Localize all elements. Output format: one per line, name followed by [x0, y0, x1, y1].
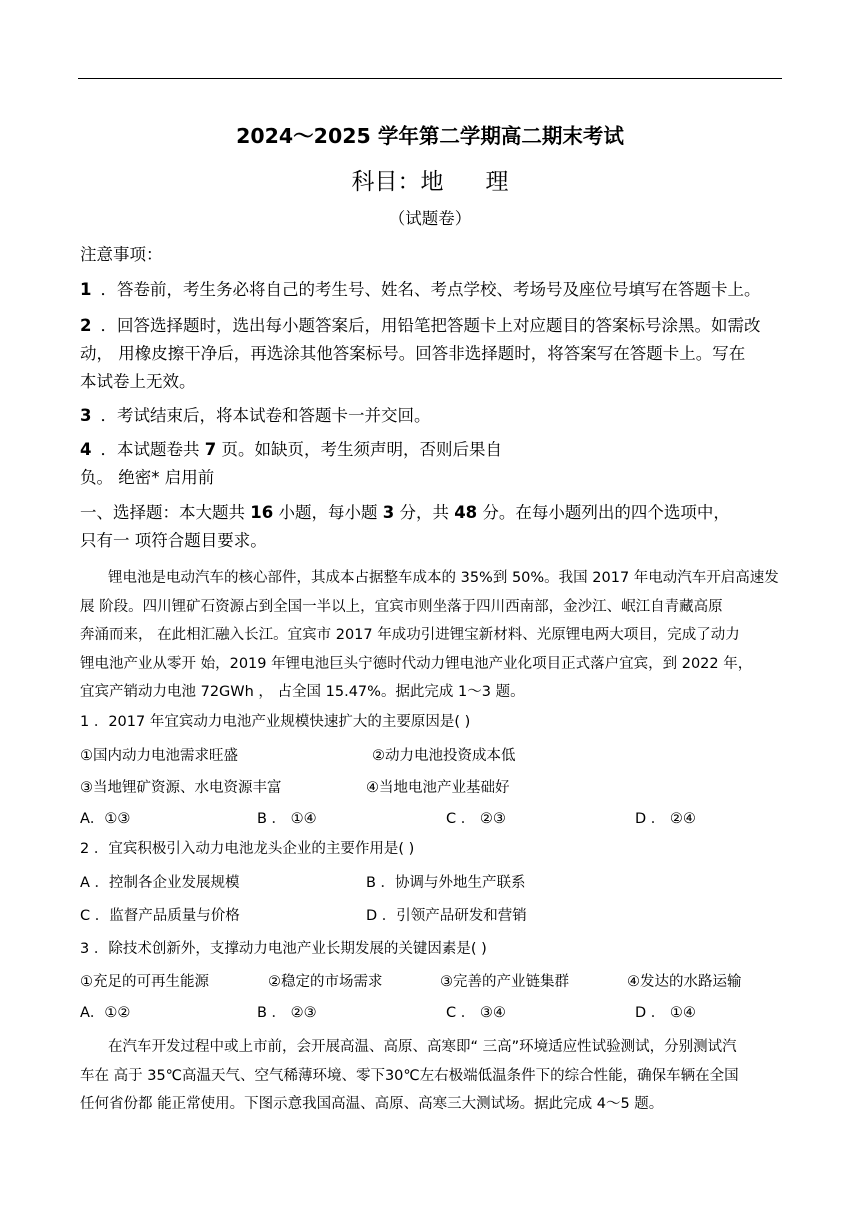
option-d[interactable]: D ． ①④	[635, 1005, 696, 1021]
option-b[interactable]: B ． ②③	[257, 1005, 317, 1021]
statement-2: ②稳定的市场需求	[268, 974, 383, 990]
notice-heading: 注意事项：	[80, 245, 163, 264]
notice-item-1	[80, 276, 760, 300]
exam-title: 2024～2025 学年第二学期高二期末考试	[236, 124, 624, 148]
notice-number: 4	[80, 440, 92, 459]
notice-text: 页。如缺页，考生须声明，否则后果自	[221, 440, 502, 459]
question-1-stem: 1 ．2017 年宜宾动力电池产业规模快速扩大的主要原因是( )	[80, 714, 471, 730]
statement-3: ③完善的产业链集群	[440, 974, 569, 990]
subject-tail: 理	[485, 169, 509, 195]
notice-text: ．回答选择题时，选出每小题答案后，用铅笔把答题卡上对应题目的答案标号涂黑。如需改	[100, 316, 761, 335]
option-d[interactable]: D ． ②④	[635, 811, 696, 827]
passage-line: 宜宾产销动力电池 72GWh ， 占全国 15.47%。据此完成 1～3 题。	[80, 684, 525, 700]
option-a[interactable]: A．①③	[80, 811, 131, 827]
question-score: 3	[382, 503, 395, 522]
notice-line: 负。 绝密* 启用前	[80, 468, 215, 487]
statement-1: ①国内动力电池需求旺盛	[80, 748, 238, 764]
question-3-stem: 3 ．除技术创新外，支撑动力电池产业长期发展的关键因素是( )	[80, 941, 487, 957]
notice-number: 2	[80, 316, 92, 335]
notice-item-3	[80, 402, 430, 426]
statement-4: ④发达的水路运输	[627, 974, 742, 990]
passage-line: 锂电池产业从零开 始，2019 年锂电池巨头宁德时代动力锂电池产业化项目正式落户宜宾，到 2022 年，	[80, 655, 753, 672]
statement-2: ②动力电池投资成本低	[372, 748, 516, 764]
option-c[interactable]: C ． ②③	[446, 811, 506, 827]
subject-label: 科目：地	[351, 169, 444, 195]
paper-type: （试题卷）	[388, 209, 472, 228]
question-2-stem: 2 ．宜宾积极引入动力电池龙头企业的主要作用是( )	[80, 841, 415, 857]
statement-3: ③当地锂矿资源、水电资源丰富	[80, 780, 282, 796]
notice-line	[80, 312, 784, 340]
passage-line: 车在 高于 35℃高温天气、空气稀薄环境、零下30℃左右极端低温条件下的综合性能，确保车辆在全国	[80, 1067, 739, 1084]
total-score: 48	[454, 503, 478, 522]
option-b[interactable]: B ． ①④	[257, 811, 317, 827]
question-count: 16	[250, 503, 274, 522]
notice-line: 动， 用橡皮擦干净后，再选涂其他答案标号。回答非选择题时，将答案写在答题卡上。写在	[80, 344, 746, 363]
notice-text: ．考试结束后，将本试卷和答题卡一并交回。	[100, 406, 431, 425]
option-b[interactable]: B ．协调与外地生产联系	[366, 875, 526, 891]
notice-line	[80, 436, 784, 464]
section-line: 一、选择题：本大题共 16 小题，每小题 3 分，共 48 分。在每小题列出的四个选项中，	[80, 503, 730, 522]
option-a[interactable]: A ．控制各企业发展规模	[80, 875, 240, 891]
notice-number: 3	[80, 406, 92, 425]
passage-line: 任何省份都 能正常使用。下图示意我国高温、高原、高寒三大测试场。据此完成 4～5 题。	[80, 1096, 664, 1112]
statement-4: ④当地电池产业基础好	[366, 780, 510, 796]
section-line: 只有一 项符合题目要求。	[80, 531, 267, 550]
passage-1	[80, 564, 780, 707]
option-c[interactable]: C ． ③④	[446, 1005, 506, 1021]
page-count: 7	[204, 440, 217, 459]
passage-line: 奔涌而来， 在此相汇融入长江。宜宾市 2017 年成功引进锂宝新材料、光原锂电两大项目，完成了动力	[80, 627, 740, 643]
passage-line: 在汽车开发过程中或上市前，会开展高温、高原、高寒即“ 三高”环境适应性试验测试，分别测试汽	[108, 1039, 737, 1055]
subject-line	[0, 163, 860, 196]
passage-line: 锂电池是电动汽车的核心部件，其成本占据整车成本的 35%到 50%。我国 2017 年电动汽车开启高速发	[108, 570, 779, 586]
top-rule	[78, 78, 782, 79]
passage-2	[80, 1033, 780, 1119]
option-c[interactable]: C ．监督产品质量与价格	[80, 908, 240, 924]
passage-line: 展 阶段。四川锂矿石资源占到全国一半以上，宜宾市则坐落于四川西南部，金沙江、岷江自青藏高原	[80, 598, 723, 615]
option-a[interactable]: A．①②	[80, 1005, 131, 1021]
notice-number: 1	[80, 280, 92, 299]
notice-text: ．本试题卷共	[100, 440, 200, 459]
notice-text: ．答卷前，考生务必将自己的考生号、姓名、考点学校、考场号及座位号填写在答题卡上。	[100, 280, 761, 299]
statement-1: ①充足的可再生能源	[80, 974, 209, 990]
notice-item-2	[80, 312, 784, 396]
section-1-instructions	[80, 499, 784, 555]
notice-item-4	[80, 436, 784, 492]
notice-line: 本试卷上无效。	[80, 372, 196, 391]
option-d[interactable]: D ．引领产品研发和营销	[366, 908, 527, 924]
